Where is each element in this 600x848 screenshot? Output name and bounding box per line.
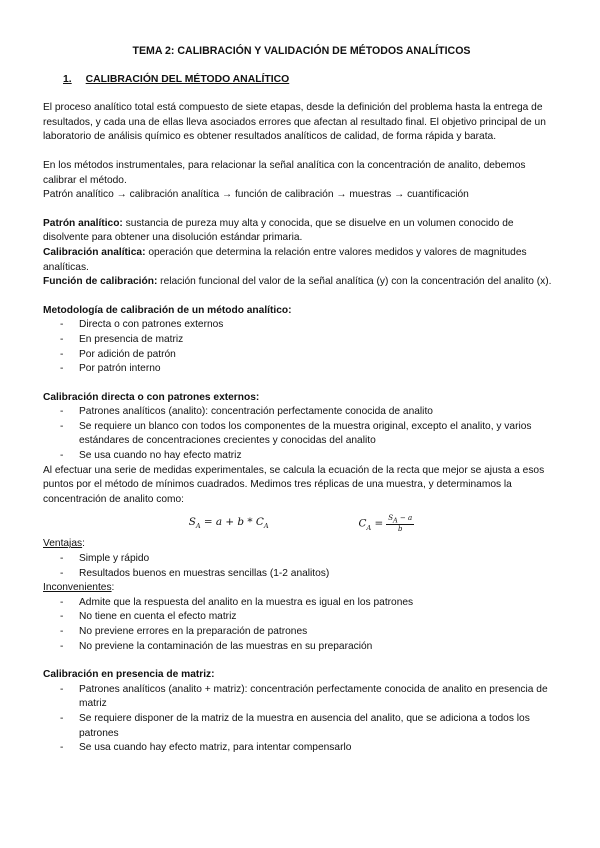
disadvantages-label: Inconvenientes: <box>43 582 115 594</box>
list-item: - Se usa cuando no hay efecto matriz <box>43 449 560 464</box>
list-item: - Directa o con patrones externos <box>43 318 560 333</box>
list-item: - Admite que la respuesta del analito en la muestra es igual en los patrones <box>43 596 560 611</box>
calibration-flow: Patrón analítico → calibración analítica → función de calibración → muestras → cuantificación <box>43 189 469 201</box>
definition-text: relación funcional del valor de la señal analítica (y) con la concentración del analito (x). <box>157 276 552 288</box>
direct-list <box>43 405 560 463</box>
advantages-label: Ventajas: <box>43 538 85 550</box>
methodology-list <box>43 318 560 376</box>
list-item: - Patrones analíticos (analito): concentración perfectamente conocida de analito <box>43 405 560 420</box>
list-item: - Se requiere disponer de la matriz de la muestra en ausencia del analito, que se adiciona a todos los patrones <box>43 712 560 741</box>
matrix-list <box>43 683 560 756</box>
advantages-list <box>43 552 560 581</box>
disadvantages-list <box>43 596 560 654</box>
formula-concentration: $C_A$ = $\frac{S_A - a}{b}$ <box>358 513 413 534</box>
list-item: - Por adición de patrón <box>43 348 560 363</box>
definition-text: operación que determina la relación entre valores medidos y valores de magnitudes analíticas. <box>43 246 527 273</box>
definition-term: Función de calibración: <box>43 276 158 288</box>
list-item: - Simple y rápido <box>43 552 560 567</box>
list-item: - No previene la contaminación de las muestras en su preparación <box>43 640 560 655</box>
section-heading <box>63 73 560 88</box>
matrix-heading: Calibración en presencia de matriz: <box>43 669 215 681</box>
document-title: TEMA 2: CALIBRACIÓN Y VALIDACIÓN DE MÉTODOS ANALÍTICOS <box>132 45 471 57</box>
calibration-formulas <box>43 515 560 533</box>
formula-line: $S_A = a + b * C_A$ <box>188 516 269 531</box>
definition-term: Patrón analítico: <box>43 217 123 229</box>
least-squares-paragraph: Al efectuar una serie de medidas experimentales, se calcula la ecuación de la recta que mejor se ajusta a esos puntos por el método de mínimos cuadrados. Medimos tres réplicas de una muestra, y determinamos la concentración de analito como: <box>43 464 545 505</box>
section-number: 1. <box>63 73 72 85</box>
list-item: - Se requiere un blanco con todos los componentes de la muestra original, excepto el analito, y varios estándares de concentraciones crecientes y conocidas del analito <box>43 420 560 449</box>
section-title: CALIBRACIÓN DEL MÉTODO ANALÍTICO <box>85 73 290 85</box>
list-item: - Por patrón interno <box>43 362 560 377</box>
definition-term: Calibración analítica: <box>43 246 146 258</box>
list-item: - No previene errores en la preparación de patrones <box>43 625 560 640</box>
list-item: - Patrones analíticos (analito + matriz): concentración perfectamente conocida de analito en presencia de matriz <box>43 683 560 712</box>
list-item: - Se usa cuando hay efecto matriz, para intentar compensarlo <box>43 741 560 756</box>
intro-paragraph: El proceso analítico total está compuesto de siete etapas, desde la definición del problema hasta la entrega de resultados, y cada una de ellas lleva asociados errores que afectan al resultado final. El objetivo principal de un laboratorio de análisis químico es obtener resultados analíticos de calidad, de forma rápida y barata. <box>43 102 546 143</box>
methodology-heading: Metodología de calibración de un método analítico: <box>43 304 292 316</box>
instrumental-paragraph: En los métodos instrumentales, para relacionar la señal analítica con la concentración de analito, debemos calibrar el método. <box>43 159 526 186</box>
definition-function <box>43 275 560 290</box>
direct-heading: Calibración directa o con patrones externos: <box>43 391 260 403</box>
list-item: - Resultados buenos en muestras sencillas (1-2 analitos) <box>43 567 560 582</box>
definition-text: sustancia de pureza muy alta y conocida, que se disuelve en un volumen conocido de disolvente para obtener una disolución estándar primaria. <box>43 217 514 244</box>
definition-calibration <box>43 246 560 275</box>
list-item: - En presencia de matriz <box>43 333 560 348</box>
list-item: - No tiene en cuenta el efecto matriz <box>43 610 560 625</box>
definition-standard <box>43 217 560 246</box>
